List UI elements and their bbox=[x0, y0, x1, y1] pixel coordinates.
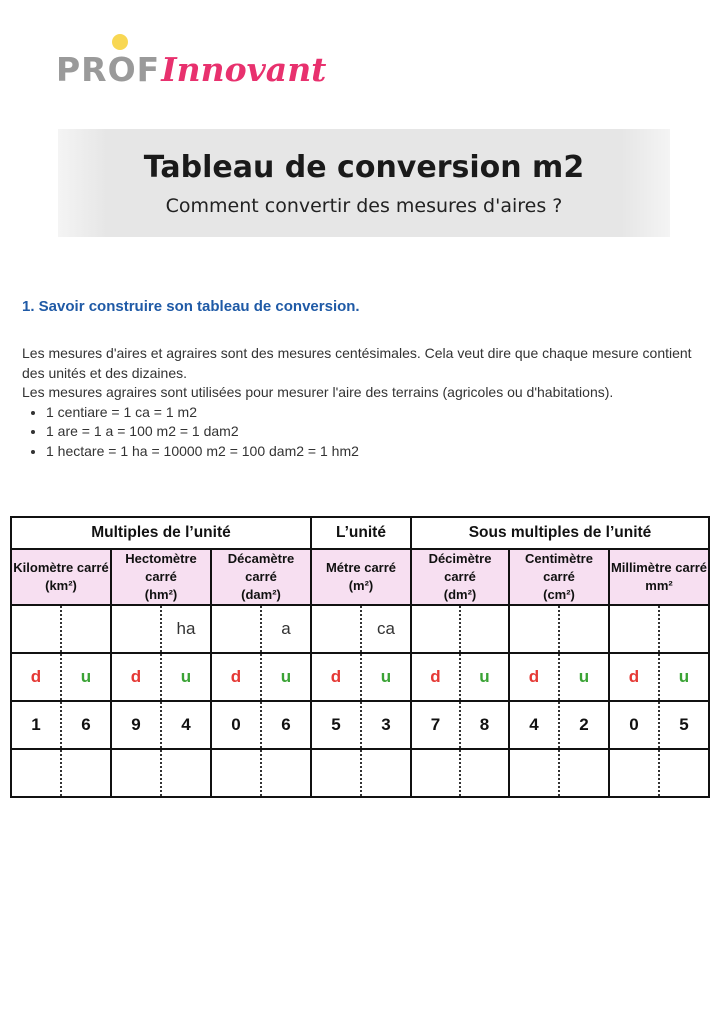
digit-cell: 1 6 bbox=[11, 701, 111, 749]
section-heading: 1. Savoir construire son tableau de conversion. bbox=[22, 298, 360, 315]
logo-innovant-text: Innovant bbox=[161, 50, 327, 89]
du-row bbox=[11, 653, 709, 701]
unit-km2: Kilomètre carré (km²) bbox=[11, 549, 111, 605]
paragraph-2: Les mesures agraires sont utilisées pour mesurer l'aire des terrains (agricoles ou d'habitations). bbox=[22, 384, 614, 400]
du-cell: d u bbox=[211, 653, 311, 701]
group-unit: L’unité bbox=[311, 517, 411, 549]
bullet-list bbox=[22, 403, 712, 462]
agrarian-cell bbox=[411, 605, 509, 653]
digit-cell: 5 3 bbox=[311, 701, 411, 749]
unit-dm2: Décimètre carré (dm²) bbox=[411, 549, 509, 605]
unit-cm2: Centimètre carré (cm²) bbox=[509, 549, 609, 605]
digit-cell: 0 6 bbox=[211, 701, 311, 749]
logo bbox=[56, 50, 326, 94]
digit-cell: 7 8 bbox=[411, 701, 509, 749]
bullet-item: • 1 are = 1 a = 100 m2 = 1 dam2 bbox=[46, 422, 712, 442]
group-multiples: Multiples de l’unité bbox=[11, 517, 311, 549]
du-cell: d u bbox=[111, 653, 211, 701]
intro-text bbox=[22, 344, 712, 461]
empty-cell bbox=[609, 749, 709, 797]
unit-mm2: Millimètre carré mm² bbox=[609, 549, 709, 605]
empty-cell bbox=[11, 749, 111, 797]
logo-prof-text: PROF bbox=[56, 50, 161, 89]
unit-hm2: Hectomètre carré (hm²) bbox=[111, 549, 211, 605]
digits-row bbox=[11, 701, 709, 749]
title-banner bbox=[58, 129, 670, 237]
unit-dam2: Décamètre carré (dam²) bbox=[211, 549, 311, 605]
agrarian-cell: ha bbox=[111, 605, 211, 653]
group-header-row bbox=[11, 517, 709, 549]
agrarian-cell bbox=[609, 605, 709, 653]
empty-cell bbox=[311, 749, 411, 797]
unit-header-row bbox=[11, 549, 709, 605]
agrarian-row bbox=[11, 605, 709, 653]
conversion-table bbox=[10, 516, 710, 798]
agrarian-cell bbox=[11, 605, 111, 653]
page-title: Tableau de conversion m2 bbox=[143, 150, 585, 185]
empty-row bbox=[11, 749, 709, 797]
agrarian-cell: a bbox=[211, 605, 311, 653]
du-cell: d u bbox=[411, 653, 509, 701]
empty-cell bbox=[509, 749, 609, 797]
du-cell: d u bbox=[11, 653, 111, 701]
logo-dot-icon bbox=[112, 34, 128, 50]
empty-cell bbox=[111, 749, 211, 797]
page-subtitle: Comment convertir des mesures d'aires ? bbox=[165, 195, 563, 217]
digit-cell: 4 2 bbox=[509, 701, 609, 749]
bullet-item: • 1 hectare = 1 ha = 10000 m2 = 100 dam2 = 1 hm2 bbox=[46, 442, 712, 462]
empty-cell bbox=[211, 749, 311, 797]
du-cell: d u bbox=[509, 653, 609, 701]
digit-cell: 0 5 bbox=[609, 701, 709, 749]
bullet-item: • 1 centiare = 1 ca = 1 m2 bbox=[46, 403, 712, 423]
group-submultiples: Sous multiples de l’unité bbox=[411, 517, 709, 549]
unit-m2: Métre carré (m²) bbox=[311, 549, 411, 605]
agrarian-cell bbox=[509, 605, 609, 653]
empty-cell bbox=[411, 749, 509, 797]
paragraph-1: Les mesures d'aires et agraires sont des mesures centésimales. Cela veut dire que chaque mesure contient des unités et des dizaines. bbox=[22, 345, 692, 381]
agrarian-cell: ca bbox=[311, 605, 411, 653]
du-cell: d u bbox=[311, 653, 411, 701]
du-cell: d u bbox=[609, 653, 709, 701]
digit-cell: 9 4 bbox=[111, 701, 211, 749]
